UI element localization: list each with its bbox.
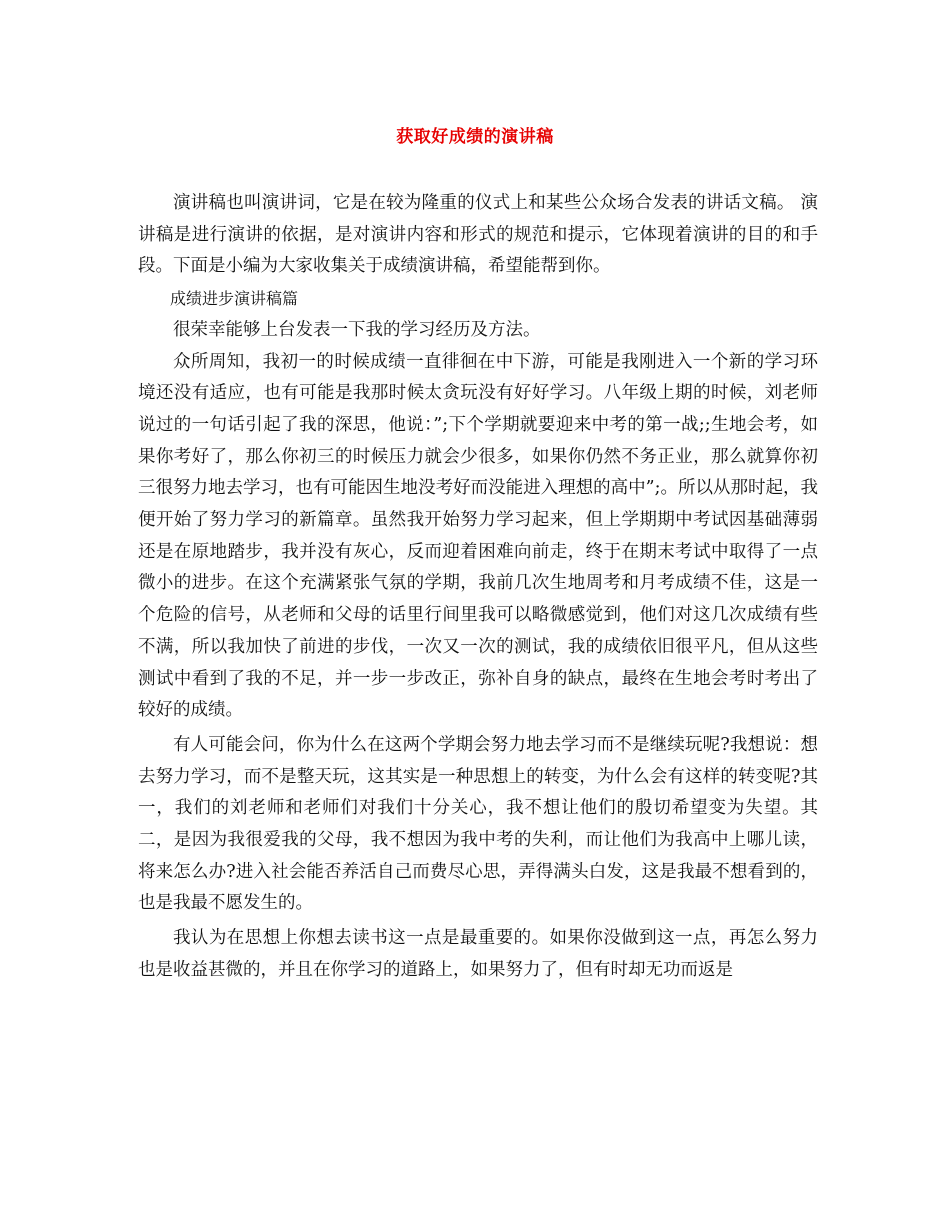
section-heading: 成绩进步演讲稿篇 [170,289,299,309]
document-body [138,188,818,987]
document-title: 获取好成绩的演讲稿 [396,127,554,147]
body-paragraph: 很荣幸能够上台发表一下我的学习经历及方法。 [173,319,541,340]
body-paragraph: 众所周知，我初一的时候成绩一直徘徊在中下游，可能是我刚进入一个新的学习环境还没有适应，也有可能是我那时候太贪玩没有好好学习。八年级上期的时候，刘老师说过的一句话引起了我的深思，他说：”;下个学期就要迎来中考的第一战;;生地会考，如果你考好了，那么你初三的时候压力就会少很多，如果你仍然不务正业，那么就算你初三很努力地去学习，也有可能因生地没考好而没能进入理想的高中”;。所以从那时起，我便开始了努力学习的新篇章。虽然我开始努力学习起来，但上学期期中考试因基础薄弱还是在原地踏步，我并没有灰心，反而迎着困难向前走，终于在期末考试中取得了一点微小的进步。在这个充满紧张气氛的学期，我前几次生地周考和月考成绩不佳，这是一个危险的信号，从老师和父母的话里行间里我可以略微感觉到，他们对这几次成绩有些不满，所以我加快了前进的步伐，一次又一次的测试，我的成绩依旧很平凡，但从这些测试中看到了我的不足，并一步一步改正，弥补自身的缺点，最终在生地会考时考出了较好的成绩。 [138,351,818,721]
body-paragraph: 有人可能会问，你为什么在这两个学期会努力地去学习而不是继续玩呢?我想说：想去努力学习，而不是整天玩，这其实是一种思想上的转变，为什么会有这样的转变呢?其一，我们的刘老师和老师们对我们十分关心，我不想让他们的殷切希望变为失望。其二，是因为我很爱我的父母，我不想因为我中考的失利，而让他们为我高中上哪儿读，将来怎么办?进入社会能否养活自己而费尽心思，弄得满头白发，这是我最不想看到的，也是我最不愿发生的。 [138,734,818,914]
intro-paragraph: 演讲稿也叫演讲词，它是在较为隆重的仪式上和某些公众场合发表的讲话文稿。 演讲稿是进行演讲的依据，是对演讲内容和形式的规范和提示，它体现着演讲的目的和手段。下面是小编为大家收集关于成绩演讲稿，希望能帮到你。 [138,193,818,277]
body-paragraph: 我认为在思想上你想去读书这一点是最重要的。如果你没做到这一点，再怎么努力也是收益甚微的，并且在你学习的道路上，如果努力了，但有时却无功而返是 [138,928,818,980]
